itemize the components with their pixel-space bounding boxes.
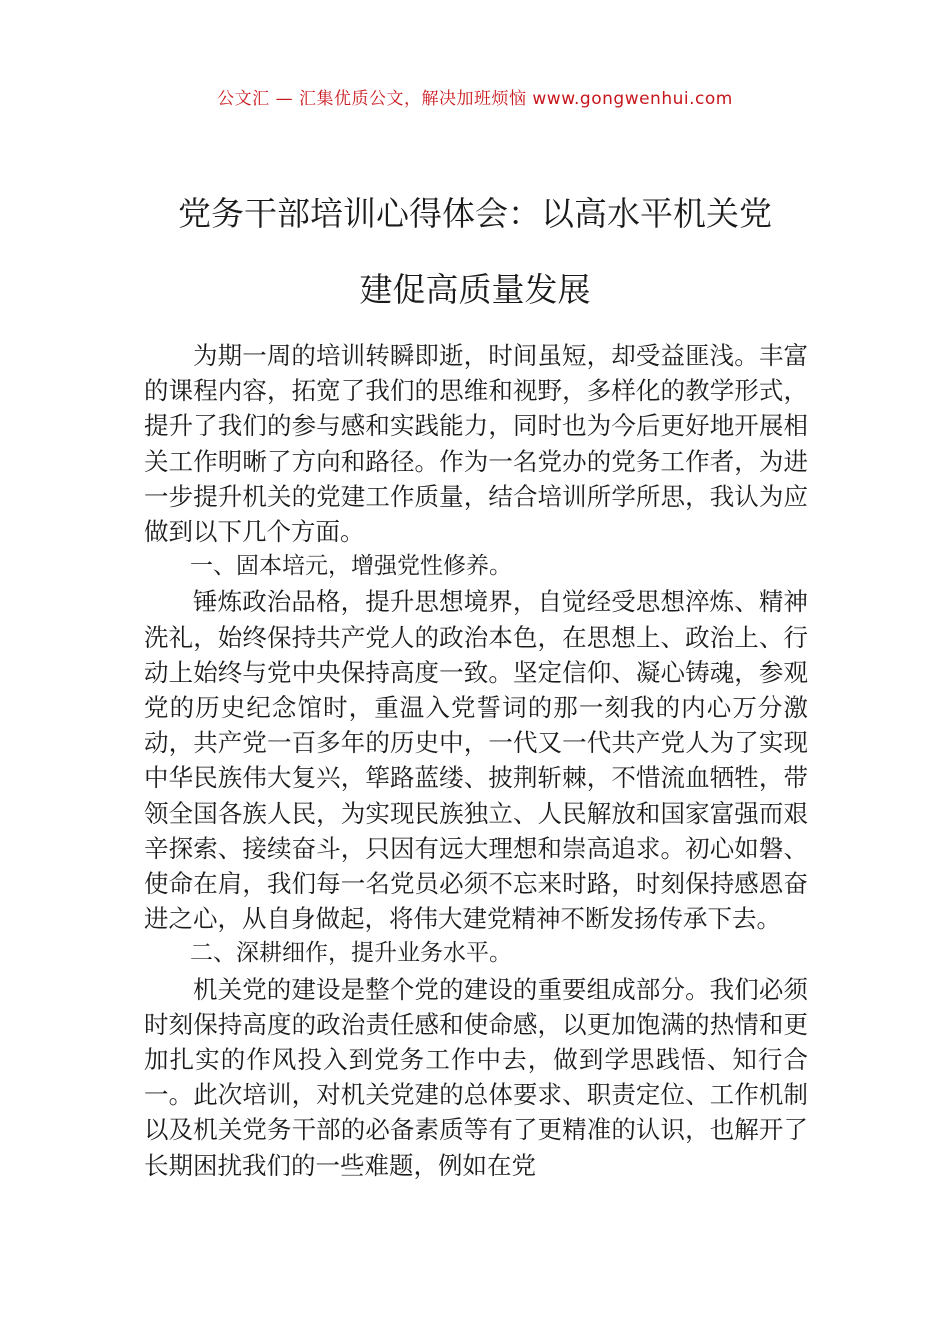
title-line-1: 党务干部培训心得体会：以高水平机关党: [178, 194, 772, 233]
paragraph-section-2: 机关党的建设是整个党的建设的重要组成部分。我们必须时刻保持高度的政治责任感和使命感，以更加饱满的热情和更加扎实的作风投入到党务工作中去，做到学思践悟、知行合一。此次培训，对机关党建的总体要求、职责定位、工作机制以及机关党务干部的必备素质等有了更精准的认识，也解开了长期困扰我们的一些难题，例如在党: [144, 974, 808, 1180]
section-heading-1: 一、固本培元，增强党性修养。: [190, 553, 512, 580]
paragraph-section-1: 锤炼政治品格，提升思想境界，自觉经受思想淬炼、精神洗礼，始终保持共产党人的政治本色，在思想上、政治上、行动上始终与党中央保持高度一致。坚定信仰、凝心铸魂，参观党的历史纪念馆时，重温入党誓词的那一刻我的内心万分激动，共产党一百多年的历史中，一代又一代共产党人为了实现中华民族伟大复兴，筚路蓝缕、披荆斩棘，不惜流血牺牲，带领全国各族人民，为实现民族独立、人民解放和国家富强而艰辛探索、接续奋斗，只因有远大理想和崇高追求。初心如磐、使命在肩，我们每一名党员必须不忘来时路，时刻保持感恩奋进之心，从自身做起，将伟大建党精神不断发扬传承下去。: [144, 587, 808, 934]
document-body: [144, 338, 808, 1183]
paragraph-intro: 为期一周的培训转瞬即逝，时间虽短，却受益匪浅。丰富的课程内容，拓宽了我们的思维和视野，多样化的教学形式，提升了我们的参与感和实践能力，同时也为今后更好地开展相关工作明晰了方向和路径。作为一名党办的党务工作者，为进一步提升机关的党建工作质量，结合培训所学所思，我认为应做到以下几个方面。: [144, 341, 808, 547]
section-heading-2: 二、深耕细作，提升业务水平。: [190, 940, 512, 967]
title-line-2: 建促高质量发展: [359, 270, 591, 309]
document-title: [0, 176, 950, 328]
site-header-banner: 公文汇 — 汇集优质公文，解决加班烦恼 www.gongwenhui.com: [217, 89, 733, 109]
